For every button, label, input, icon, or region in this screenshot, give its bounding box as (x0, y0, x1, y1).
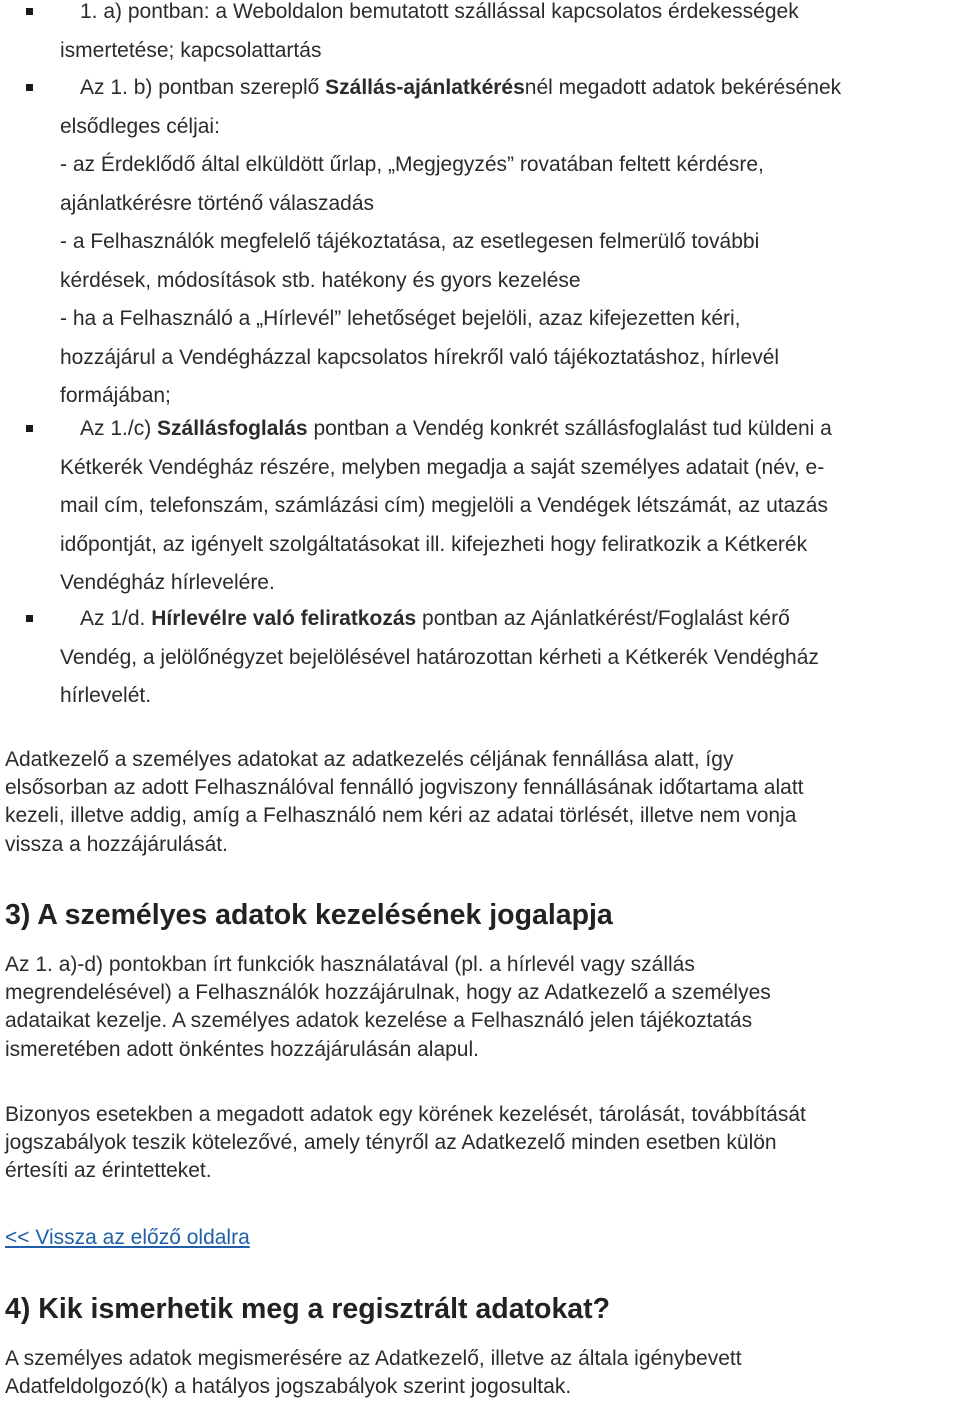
paragraph-line: kezeli, illetve addig, amíg a Felhasználó nem kéri az adatai törlését, illetve nem vonja (5, 804, 797, 828)
list-item (0, 410, 832, 603)
item-text: 1. a) pontban: a Weboldalon bemutatott szállással kapcsolatos érdekességek (80, 0, 799, 23)
item-text: - a Felhasználók megfelelő tájékoztatása, az esetlegesen felmerülő további (60, 230, 760, 253)
item-text: időpontját, az igényelt szolgáltatásokat ill. kifejezheti hogy feliratkozik a Kétkerék (60, 532, 808, 556)
access-paragraph (5, 1345, 955, 1401)
item-text: Az 1/d. (80, 607, 152, 630)
item-text: Az 1./c) (80, 417, 158, 440)
item-text: Vendégház hírlevelére. (60, 571, 275, 594)
mandatory-processing-paragraph (5, 1101, 955, 1186)
paragraph-line: megrendelésével) a Felhasználók hozzájárulnak, hogy az Adatkezelő a személyes (5, 981, 771, 1005)
bullet-square-icon (26, 425, 33, 432)
paragraph-line: értesíti az érintetteket. (5, 1159, 212, 1183)
list-item (0, 600, 819, 716)
item-text: kérdések, módosítások stb. hatékony és gyors kezelése (60, 268, 581, 292)
paragraph-line: Adatkezelő a személyes adatokat az adatkezelés céljának fennállása alatt, így (5, 748, 734, 771)
item-text: elsődleges céljai: (60, 114, 220, 138)
paragraph-line: ismeretében adott önkéntes hozzájárulásán alapul. (5, 1037, 479, 1061)
bullet-square-icon (26, 8, 33, 15)
item-text: Kétkerék Vendégház részére, melyben megadja a saját személyes adatait (név, e- (60, 455, 825, 479)
section-heading-who-can-access: 4) Kik ismerhetik meg a regisztrált adatokat? (5, 1293, 611, 1325)
item-text: mail cím, telefonszám, számlázási cím) megjelöli a Vendégek létszámát, az utazás (60, 494, 828, 517)
item-text: ajánlatkérésre történő válaszadás (60, 191, 375, 215)
item-text: Az 1. b) pontban szereplő (80, 76, 326, 99)
bullet-square-icon (26, 84, 33, 91)
item-text: ismertetése; kapcsolattartás (60, 38, 322, 62)
item-text: hozzájárul a Vendégházzal kapcsolatos hírekről való tájékoztatáshoz, hírlevél (60, 345, 780, 369)
item-text: pontban az Ajánlatkérést/Foglalást kérő (416, 607, 790, 630)
item-text: pontban a Vendég konkrét szállásfoglalást tud küldeni a (307, 417, 832, 440)
list-item (0, 69, 841, 416)
item-bold-text: Szállás-ajánlatkérés (325, 76, 525, 99)
paragraph-line: elsősorban az adott Felhasználóval fennálló jogviszony fennállásának időtartama alatt (5, 776, 804, 800)
item-text: formájában; (60, 384, 171, 407)
paragraph-line: Bizonyos esetekben a megadott adatok egy körének kezelését, tárolását, továbbítását (5, 1103, 806, 1126)
legal-basis-paragraph (5, 951, 955, 1064)
item-text: - az Érdeklődő által elküldött űrlap, „Megjegyzés” rovatában feltett kérdésre, (60, 153, 764, 176)
paragraph-line: Az 1. a)-d) pontokban írt funkciók használatával (pl. a hírlevél vagy szállás (5, 953, 695, 976)
item-text: Vendég, a jelölőnégyzet bejelölésével határozottan kérheti a Kétkerék Vendégház (60, 645, 819, 669)
section-heading-legal-basis: 3) A személyes adatok kezelésének jogalapja (5, 899, 613, 931)
paragraph-line: vissza a hozzájárulását. (5, 832, 228, 856)
bullet-square-icon (26, 615, 33, 622)
paragraph-line: Adatfeldolgozó(k) a hatályos jogszabályok szerint jogosultak. (5, 1375, 572, 1399)
list-item (0, 0, 799, 70)
item-text: - ha a Felhasználó a „Hírlevél” lehetőséget bejelöli, azaz kifejezetten kéri, (60, 307, 741, 330)
paragraph-line: adataikat kezelje. A személyes adatok kezelése a Felhasználó jelen tájékoztatás (5, 1009, 753, 1033)
paragraph-line: A személyes adatok megismerésére az Adatkezelő, illetve az általa igénybevett (5, 1347, 742, 1370)
item-bold-text: Szállásfoglalás (157, 417, 308, 440)
retention-paragraph (5, 746, 955, 859)
paragraph-line: jogszabályok teszik kötelezővé, amely tényről az Adatkezelő minden esetben külön (5, 1131, 777, 1155)
item-text: hírlevelét. (60, 684, 152, 707)
item-text: nél megadott adatok bekérésének (524, 76, 842, 99)
back-link[interactable]: << Vissza az előző oldalra (5, 1226, 250, 1249)
item-bold-text: Hírlevélre való feliratkozás (151, 607, 417, 630)
